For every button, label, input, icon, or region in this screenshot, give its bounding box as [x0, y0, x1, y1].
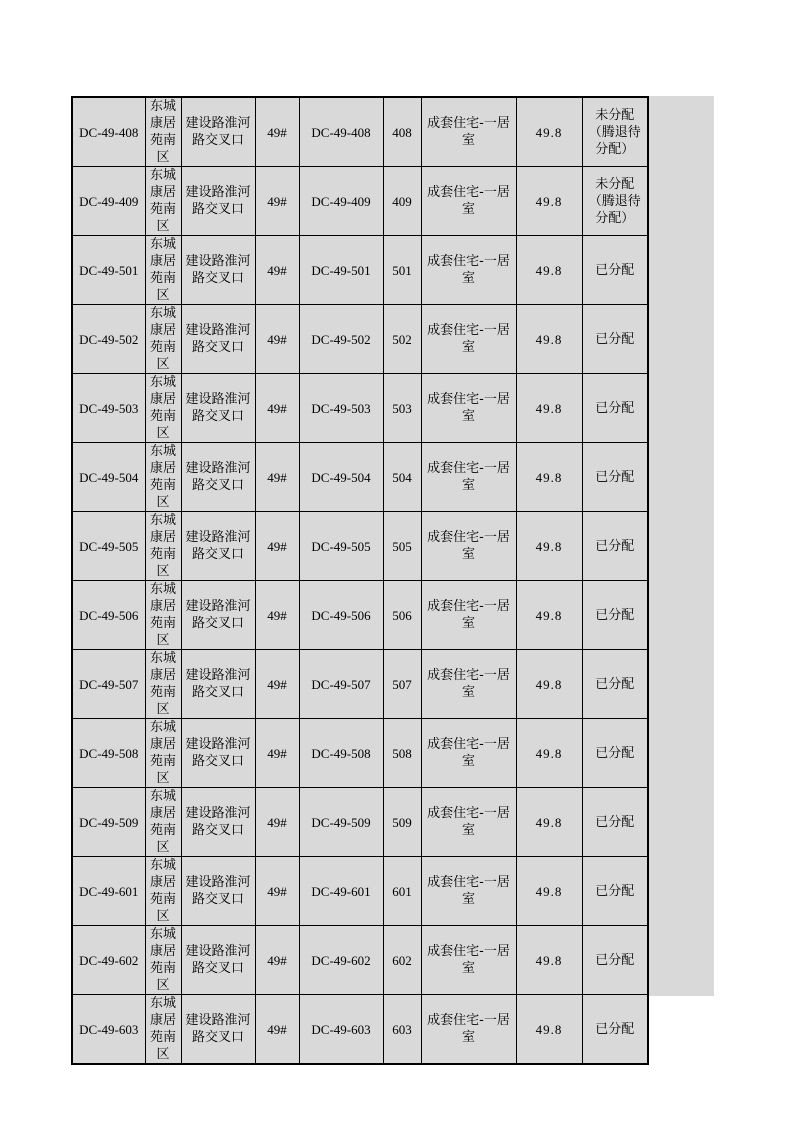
cell-address: 建设路淮河路交叉口	[181, 650, 255, 719]
cell-type: 成套住宅-一居室	[421, 926, 516, 995]
cell-type: 成套住宅-一居室	[421, 788, 516, 857]
cell-unit-code: DC-49-503	[299, 374, 383, 443]
cell-status: 未分配（腾退待分配）	[582, 97, 648, 167]
cell-district: 东城康居苑南区	[145, 650, 181, 719]
cell-unit-code: DC-49-504	[299, 443, 383, 512]
cell-room: 507	[383, 650, 421, 719]
cell-room: 509	[383, 788, 421, 857]
cell-district: 东城康居苑南区	[145, 167, 181, 236]
cell-unit-code: DC-49-506	[299, 581, 383, 650]
cell-address: 建设路淮河路交叉口	[181, 512, 255, 581]
cell-district: 东城康居苑南区	[145, 236, 181, 305]
cell-building: 49#	[255, 926, 299, 995]
cell-type: 成套住宅-一居室	[421, 512, 516, 581]
cell-area: 49.8	[516, 512, 582, 581]
table-row	[72, 305, 648, 374]
cell-district: 东城康居苑南区	[145, 995, 181, 1065]
cell-type: 成套住宅-一居室	[421, 719, 516, 788]
cell-code: DC-49-409	[72, 167, 145, 236]
cell-address: 建设路淮河路交叉口	[181, 236, 255, 305]
table-row	[72, 995, 648, 1065]
cell-type: 成套住宅-一居室	[421, 305, 516, 374]
cell-room: 502	[383, 305, 421, 374]
cell-building: 49#	[255, 443, 299, 512]
cell-area: 49.8	[516, 650, 582, 719]
cell-unit-code: DC-49-509	[299, 788, 383, 857]
cell-room: 504	[383, 443, 421, 512]
table-row	[72, 788, 648, 857]
housing-table	[71, 96, 649, 1065]
cell-status: 已分配	[582, 788, 648, 857]
cell-unit-code: DC-49-602	[299, 926, 383, 995]
cell-building: 49#	[255, 167, 299, 236]
cell-room: 601	[383, 857, 421, 926]
cell-unit-code: DC-49-502	[299, 305, 383, 374]
cell-room: 506	[383, 581, 421, 650]
cell-area: 49.8	[516, 857, 582, 926]
cell-address: 建设路淮河路交叉口	[181, 926, 255, 995]
cell-status: 已分配	[582, 512, 648, 581]
cell-area: 49.8	[516, 926, 582, 995]
cell-unit-code: DC-49-409	[299, 167, 383, 236]
cell-status: 已分配	[582, 995, 648, 1065]
cell-type: 成套住宅-一居室	[421, 443, 516, 512]
cell-type: 成套住宅-一居室	[421, 167, 516, 236]
cell-building: 49#	[255, 236, 299, 305]
cell-address: 建设路淮河路交叉口	[181, 719, 255, 788]
table-row	[72, 581, 648, 650]
cell-area: 49.8	[516, 167, 582, 236]
cell-status: 已分配	[582, 305, 648, 374]
table-row	[72, 719, 648, 788]
table-row	[72, 167, 648, 236]
cell-type: 成套住宅-一居室	[421, 857, 516, 926]
cell-unit-code: DC-49-507	[299, 650, 383, 719]
cell-address: 建设路淮河路交叉口	[181, 97, 255, 167]
cell-area: 49.8	[516, 236, 582, 305]
table-row	[72, 374, 648, 443]
cell-address: 建设路淮河路交叉口	[181, 581, 255, 650]
cell-district: 东城康居苑南区	[145, 374, 181, 443]
cell-area: 49.8	[516, 788, 582, 857]
cell-room: 508	[383, 719, 421, 788]
cell-area: 49.8	[516, 581, 582, 650]
cell-district: 东城康居苑南区	[145, 581, 181, 650]
cell-type: 成套住宅-一居室	[421, 581, 516, 650]
table-row	[72, 857, 648, 926]
table-row	[72, 443, 648, 512]
cell-room: 409	[383, 167, 421, 236]
cell-district: 东城康居苑南区	[145, 719, 181, 788]
cell-address: 建设路淮河路交叉口	[181, 305, 255, 374]
table-row	[72, 512, 648, 581]
cell-building: 49#	[255, 719, 299, 788]
cell-address: 建设路淮河路交叉口	[181, 374, 255, 443]
cell-status: 已分配	[582, 236, 648, 305]
table-body	[72, 97, 648, 1064]
cell-status: 已分配	[582, 719, 648, 788]
cell-type: 成套住宅-一居室	[421, 650, 516, 719]
cell-area: 49.8	[516, 995, 582, 1065]
cell-code: DC-49-501	[72, 236, 145, 305]
cell-building: 49#	[255, 788, 299, 857]
cell-status: 已分配	[582, 581, 648, 650]
cell-code: DC-49-602	[72, 926, 145, 995]
cell-address: 建设路淮河路交叉口	[181, 167, 255, 236]
cell-address: 建设路淮河路交叉口	[181, 443, 255, 512]
cell-unit-code: DC-49-501	[299, 236, 383, 305]
cell-unit-code: DC-49-601	[299, 857, 383, 926]
cell-address: 建设路淮河路交叉口	[181, 788, 255, 857]
table-row	[72, 650, 648, 719]
cell-area: 49.8	[516, 443, 582, 512]
cell-code: DC-49-603	[72, 995, 145, 1065]
cell-building: 49#	[255, 581, 299, 650]
cell-area: 49.8	[516, 374, 582, 443]
cell-room: 503	[383, 374, 421, 443]
cell-building: 49#	[255, 374, 299, 443]
cell-room: 603	[383, 995, 421, 1065]
cell-district: 东城康居苑南区	[145, 512, 181, 581]
cell-building: 49#	[255, 97, 299, 167]
cell-building: 49#	[255, 305, 299, 374]
cell-type: 成套住宅-一居室	[421, 97, 516, 167]
cell-district: 东城康居苑南区	[145, 788, 181, 857]
cell-district: 东城康居苑南区	[145, 857, 181, 926]
cell-unit-code: DC-49-508	[299, 719, 383, 788]
cell-status: 已分配	[582, 650, 648, 719]
cell-room: 505	[383, 512, 421, 581]
cell-code: DC-49-504	[72, 443, 145, 512]
cell-code: DC-49-507	[72, 650, 145, 719]
cell-code: DC-49-509	[72, 788, 145, 857]
cell-status: 已分配	[582, 374, 648, 443]
cell-status: 已分配	[582, 857, 648, 926]
cell-area: 49.8	[516, 97, 582, 167]
cell-district: 东城康居苑南区	[145, 443, 181, 512]
grey-margin-band	[647, 96, 714, 996]
cell-code: DC-49-408	[72, 97, 145, 167]
table-row	[72, 97, 648, 167]
cell-code: DC-49-601	[72, 857, 145, 926]
cell-status: 未分配（腾退待分配）	[582, 167, 648, 236]
cell-building: 49#	[255, 512, 299, 581]
cell-status: 已分配	[582, 443, 648, 512]
cell-code: DC-49-503	[72, 374, 145, 443]
cell-district: 东城康居苑南区	[145, 305, 181, 374]
cell-address: 建设路淮河路交叉口	[181, 995, 255, 1065]
cell-district: 东城康居苑南区	[145, 97, 181, 167]
table-row	[72, 236, 648, 305]
cell-type: 成套住宅-一居室	[421, 995, 516, 1065]
cell-status: 已分配	[582, 926, 648, 995]
cell-district: 东城康居苑南区	[145, 926, 181, 995]
cell-area: 49.8	[516, 305, 582, 374]
cell-room: 408	[383, 97, 421, 167]
cell-type: 成套住宅-一居室	[421, 374, 516, 443]
cell-code: DC-49-506	[72, 581, 145, 650]
cell-room: 602	[383, 926, 421, 995]
cell-type: 成套住宅-一居室	[421, 236, 516, 305]
cell-unit-code: DC-49-505	[299, 512, 383, 581]
table-row	[72, 926, 648, 995]
cell-unit-code: DC-49-603	[299, 995, 383, 1065]
cell-building: 49#	[255, 995, 299, 1065]
cell-building: 49#	[255, 857, 299, 926]
cell-code: DC-49-505	[72, 512, 145, 581]
cell-room: 501	[383, 236, 421, 305]
cell-area: 49.8	[516, 719, 582, 788]
cell-building: 49#	[255, 650, 299, 719]
cell-unit-code: DC-49-408	[299, 97, 383, 167]
cell-code: DC-49-502	[72, 305, 145, 374]
cell-address: 建设路淮河路交叉口	[181, 857, 255, 926]
cell-code: DC-49-508	[72, 719, 145, 788]
